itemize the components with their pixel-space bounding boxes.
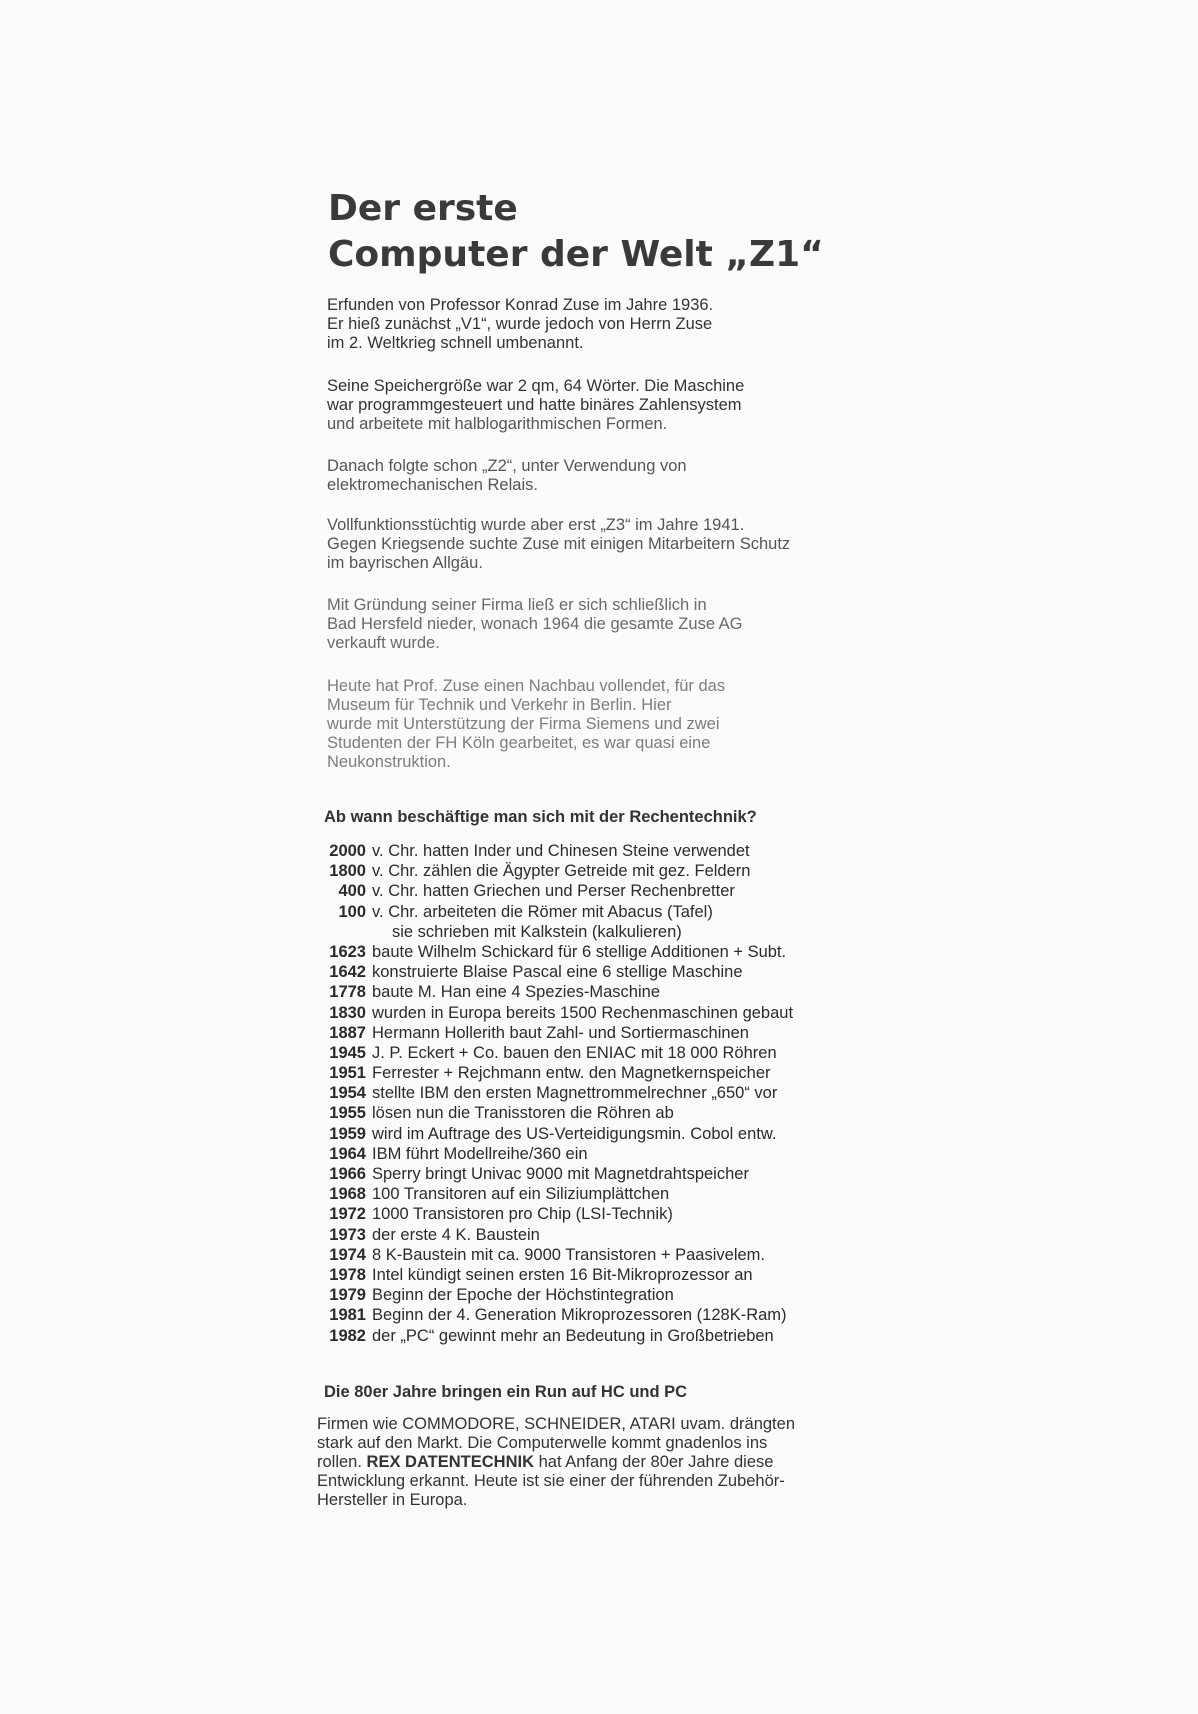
- timeline-text: der erste 4 K. Baustein: [372, 1225, 540, 1244]
- timeline-year: 1830: [329, 1003, 366, 1022]
- timeline-year: 1978: [329, 1265, 366, 1284]
- timeline-text: lösen nun die Tranisstoren die Röhren ab: [372, 1104, 674, 1123]
- timeline-year: 1955: [329, 1104, 366, 1123]
- timeline-year: 1964: [329, 1144, 366, 1163]
- text-line: Hersteller in Europa.: [317, 1491, 468, 1509]
- paragraph-invention: [327, 296, 887, 353]
- timeline-row: [322, 1103, 922, 1123]
- timeline-row: [322, 942, 922, 962]
- timeline-year: 1800: [329, 862, 366, 881]
- timeline-row: [322, 1245, 922, 1265]
- timeline-text: der „PC“ gewinnt mehr an Bedeutung in Großbetrieben: [372, 1326, 774, 1345]
- timeline-text: v. Chr. hatten Griechen und Perser Rechenbretter: [372, 882, 735, 901]
- timeline-year: 1954: [329, 1084, 366, 1103]
- text-line: elektromechanischen Relais.: [327, 476, 538, 494]
- timeline-row: [322, 1265, 922, 1285]
- timeline-text: 100 Transitoren auf ein Siliziumplättchen: [372, 1185, 670, 1204]
- text-line: wurde mit Unterstützung der Firma Siemens und zwei: [327, 715, 720, 733]
- timeline-year: 1642: [329, 963, 366, 982]
- timeline-text: J. P. Eckert + Co. bauen den ENIAC mit 18 000 Röhren: [372, 1043, 777, 1062]
- timeline-row: [322, 922, 922, 942]
- timeline-year: 400: [338, 882, 366, 901]
- text-line: Firmen wie COMMODORE, SCHNEIDER, ATARI uvam. drängten: [317, 1415, 795, 1433]
- text-fragment: hat Anfang der 80er Jahre diese: [538, 1453, 774, 1471]
- timeline-list: [322, 841, 922, 1346]
- timeline-text: Beginn der Epoche der Höchstintegration: [372, 1286, 674, 1305]
- timeline-text: Ferrester + Rejchmann entw. den Magnetkernspeicher: [372, 1064, 771, 1083]
- timeline-year: 100: [338, 902, 366, 921]
- text-line: [317, 1453, 877, 1472]
- timeline-row: [322, 1204, 922, 1224]
- timeline-row: [322, 982, 922, 1002]
- timeline-text: Intel kündigt seinen ersten 16 Bit-Mikroprozessor an: [372, 1265, 753, 1284]
- timeline-row: [322, 902, 922, 922]
- text-line: Gegen Kriegsende suchte Zuse mit einigen Mitarbeitern Schutz: [327, 535, 791, 553]
- timeline-year: [322, 922, 366, 942]
- paragraph-closing: [317, 1415, 877, 1510]
- timeline-year: 1982: [329, 1326, 366, 1345]
- timeline-text: v. Chr. hatten Inder und Chinesen Steine verwendet: [372, 842, 750, 860]
- timeline-text: Sperry bringt Univac 9000 mit Magnetdrahtspeicher: [372, 1165, 749, 1183]
- timeline-text: wird im Auftrage des US-Verteidigungsmin. Cobol entw.: [372, 1124, 777, 1143]
- title-line-2: Computer der Welt „Z1“: [328, 234, 824, 275]
- section-heading-80s: Die 80er Jahre bringen ein Run auf HC und PC: [324, 1383, 688, 1401]
- timeline-year: 1623: [329, 942, 366, 961]
- text-line: Danach folgte schon „Z2“, unter Verwendung von: [327, 457, 687, 475]
- timeline-row: [322, 962, 922, 982]
- paragraph-reconstruction: [327, 677, 887, 772]
- timeline-row: [322, 1144, 922, 1164]
- timeline-row: [322, 1003, 922, 1023]
- timeline-text: v. Chr. zählen die Ägypter Getreide mit gez. Feldern: [372, 862, 751, 881]
- text-line: und arbeitete mit halblogarithmischen Formen.: [327, 415, 668, 433]
- timeline-year: 1887: [329, 1023, 366, 1042]
- timeline-row: [322, 1285, 922, 1305]
- text-line: Neukonstruktion.: [327, 753, 451, 771]
- timeline-text: v. Chr. arbeiteten die Römer mit Abacus (Tafel): [372, 902, 713, 921]
- timeline-year: 2000: [329, 842, 366, 860]
- timeline-year: 1981: [329, 1306, 366, 1325]
- text-line: im 2. Weltkrieg schnell umbenannt.: [327, 334, 584, 352]
- timeline-year: 1974: [329, 1245, 366, 1264]
- timeline-row: [322, 881, 922, 901]
- text-line: Studenten der FH Köln gearbeitet, es war quasi eine: [327, 734, 711, 752]
- timeline-row: [322, 1023, 922, 1043]
- timeline-row: [322, 1305, 922, 1325]
- text-line: war programmgesteuert und hatte binäres Zahlensystem: [327, 396, 742, 414]
- paragraph-memory: [327, 377, 887, 434]
- text-line: stark auf den Markt. Die Computerwelle kommt gnadenlos ins: [317, 1434, 768, 1452]
- timeline-row: [322, 1083, 922, 1103]
- timeline-text: Hermann Hollerith baut Zahl- und Sortiermaschinen: [372, 1023, 749, 1042]
- title-line-1: Der erste: [328, 188, 518, 229]
- text-line: verkauft wurde.: [327, 634, 440, 652]
- text-fragment: rollen.: [317, 1453, 362, 1471]
- text-line: Entwicklung erkannt. Heute ist sie einer der führenden Zubehör-: [317, 1472, 785, 1490]
- timeline-row: [322, 1043, 922, 1063]
- timeline-year: 1968: [329, 1185, 366, 1204]
- timeline-text: baute M. Han eine 4 Spezies-Maschine: [372, 983, 660, 1002]
- timeline-year: 1945: [329, 1043, 366, 1062]
- timeline-row: [322, 861, 922, 881]
- text-line: Bad Hersfeld nieder, wonach 1964 die gesamte Zuse AG: [327, 615, 743, 633]
- page-title: [328, 186, 1028, 278]
- timeline-row: [322, 1063, 922, 1083]
- company-name: REX DATENTECHNIK: [366, 1453, 534, 1471]
- timeline-row: [322, 1326, 922, 1346]
- timeline-text: sie schrieben mit Kalkstein (kalkulieren): [392, 922, 682, 941]
- timeline-text: 1000 Transistoren pro Chip (LSI-Technik): [372, 1205, 673, 1224]
- timeline-row: [322, 1164, 922, 1184]
- timeline-row: [322, 1184, 922, 1204]
- text-line: Seine Speichergröße war 2 qm, 64 Wörter. Die Maschine: [327, 377, 745, 395]
- text-line: Er hieß zunächst „V1“, wurde jedoch von Herrn Zuse: [327, 315, 713, 333]
- timeline-row: [322, 1225, 922, 1245]
- timeline-row: [322, 1124, 922, 1144]
- text-line: Erfunden von Professor Konrad Zuse im Jahre 1936.: [327, 296, 714, 314]
- paragraph-z2: [327, 457, 887, 495]
- timeline-year: 1972: [329, 1205, 366, 1224]
- timeline-year: 1973: [329, 1225, 366, 1244]
- paragraph-company: [327, 596, 887, 653]
- timeline-text: konstruierte Blaise Pascal eine 6 stellige Maschine: [372, 963, 743, 982]
- timeline-text: baute Wilhelm Schickard für 6 stellige Additionen + Subt.: [372, 942, 787, 961]
- timeline-row: [322, 841, 922, 861]
- section-heading-history: Ab wann beschäftige man sich mit der Rechentechnik?: [324, 808, 757, 826]
- text-line: Heute hat Prof. Zuse einen Nachbau vollendet, für das: [327, 677, 726, 695]
- timeline-text: stellte IBM den ersten Magnettrommelrechner „650“ vor: [372, 1084, 778, 1103]
- text-line: Museum für Technik und Verkehr in Berlin. Hier: [327, 696, 672, 714]
- timeline-year: 1959: [329, 1124, 366, 1143]
- timeline-year: 1951: [329, 1064, 366, 1083]
- timeline-text: 8 K-Baustein mit ca. 9000 Transistoren + Paasivelem.: [372, 1245, 765, 1264]
- timeline-year: 1966: [329, 1165, 366, 1183]
- timeline-text: IBM führt Modellreihe/360 ein: [372, 1144, 588, 1163]
- text-line: Mit Gründung seiner Firma ließ er sich schließlich in: [327, 596, 707, 614]
- timeline-year: 1979: [329, 1286, 366, 1305]
- text-line: Vollfunktionsstüchtig wurde aber erst „Z3“ im Jahre 1941.: [327, 516, 745, 534]
- timeline-text: Beginn der 4. Generation Mikroprozessoren (128K-Ram): [372, 1306, 787, 1325]
- timeline-text: wurden in Europa bereits 1500 Rechenmaschinen gebaut: [372, 1003, 794, 1022]
- text-line: im bayrischen Allgäu.: [327, 554, 483, 572]
- timeline-year: 1778: [329, 983, 366, 1002]
- paragraph-z3: [327, 516, 887, 573]
